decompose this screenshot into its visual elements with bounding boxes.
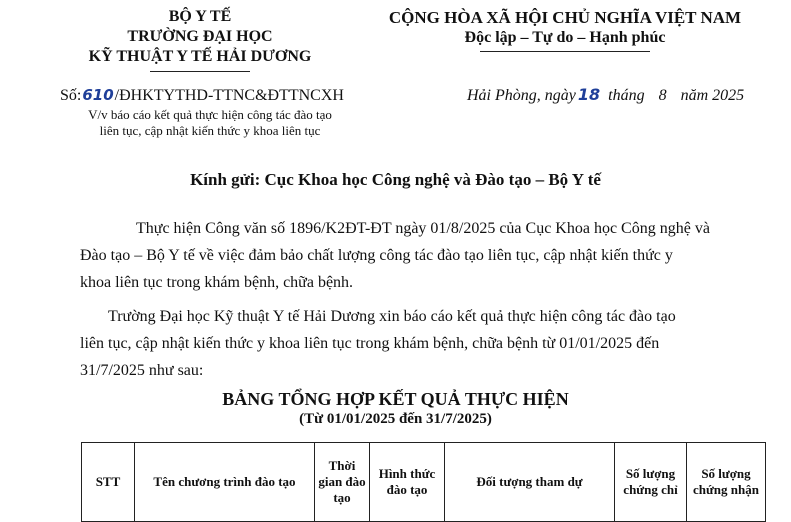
paragraph-2-line: 31/7/2025 như sau: <box>80 362 204 379</box>
paragraph-1-line: Đào tạo – Bộ Y tế về việc đảm bảo chất lượng công tác đào tạo liên tục, cập nhật kiến thức y <box>80 247 673 264</box>
number-handwritten: 610 <box>82 86 114 104</box>
paragraph-2 <box>80 303 770 384</box>
paragraph-2-line: liên tục, cập nhật kiến thức y khoa liên tục trong khám bệnh, chữa bệnh từ 01/01/2025 đến <box>80 335 660 352</box>
document-number <box>60 86 344 105</box>
header-cell-duration: Thời gian đào tạo <box>315 443 370 522</box>
number-prefix: Số: <box>60 87 82 104</box>
number-code: /ĐHKTYTHD-TTNC&ĐTTNCXH <box>114 87 344 104</box>
table-subtitle: (Từ 01/01/2025 đến 31/7/2025) <box>299 411 492 427</box>
issue-date <box>467 85 744 105</box>
date-year: năm 2025 <box>680 87 745 104</box>
paragraph-1-line: khoa liên tục trong khám bệnh, chữa bệnh. <box>80 274 354 291</box>
header-left-underline <box>150 71 250 72</box>
header-cell-certificates: Số lượng chứng chỉ <box>615 443 687 522</box>
header-cell-participants: Đối tượng tham dự <box>445 443 615 522</box>
header-right-underline <box>480 51 650 52</box>
school-name-line2: KỸ THUẬT Y TẾ HẢI DƯƠNG <box>88 48 312 65</box>
summary-table <box>81 442 766 522</box>
header-cell-program-name: Tên chương trình đào tạo <box>135 443 315 522</box>
date-month: 8 <box>658 87 667 104</box>
paragraph-1-line: Thực hiện Công văn số 1896/K2ĐT-ĐT ngày 01/8/2025 của Cục Khoa học Công nghệ và <box>136 220 710 237</box>
header-cell-format: Hình thức đào tạo <box>370 443 445 522</box>
table-header-row <box>82 443 766 522</box>
school-name-line1: TRƯỜNG ĐẠI HỌC <box>127 28 273 45</box>
date-prefix: Hải Phòng, ngày <box>467 87 576 104</box>
subject-line1: V/v báo cáo kết quả thực hiện công tác đào tạo <box>88 107 332 122</box>
country-name: CỘNG HÒA XÃ HỘI CHỦ NGHĨA VIỆT NAM <box>388 8 742 27</box>
header-cell-stt: STT <box>82 443 135 522</box>
subject-line2: liên tục, cập nhật kiến thức y khoa liên tục <box>99 123 321 138</box>
header-cell-attestations: Số lượng chứng nhận <box>687 443 766 522</box>
date-day-handwritten: 18 <box>577 85 601 104</box>
ministry-name: BỘ Y TẾ <box>168 8 232 25</box>
date-month-label: tháng <box>608 87 645 104</box>
paragraph-1 <box>80 215 770 296</box>
paragraph-2-line: Trường Đại học Kỹ thuật Y tế Hải Dương xin báo cáo kết quả thực hiện công tác đào tạo <box>108 308 676 325</box>
table-title: BẢNG TỔNG HỢP KẾT QUẢ THỰC HIỆN <box>222 389 569 409</box>
national-motto: Độc lập – Tự do – Hạnh phúc <box>464 29 666 46</box>
recipient-line: Kính gửi: Cục Khoa học Công nghệ và Đào tạo – Bộ Y tế <box>190 170 601 189</box>
